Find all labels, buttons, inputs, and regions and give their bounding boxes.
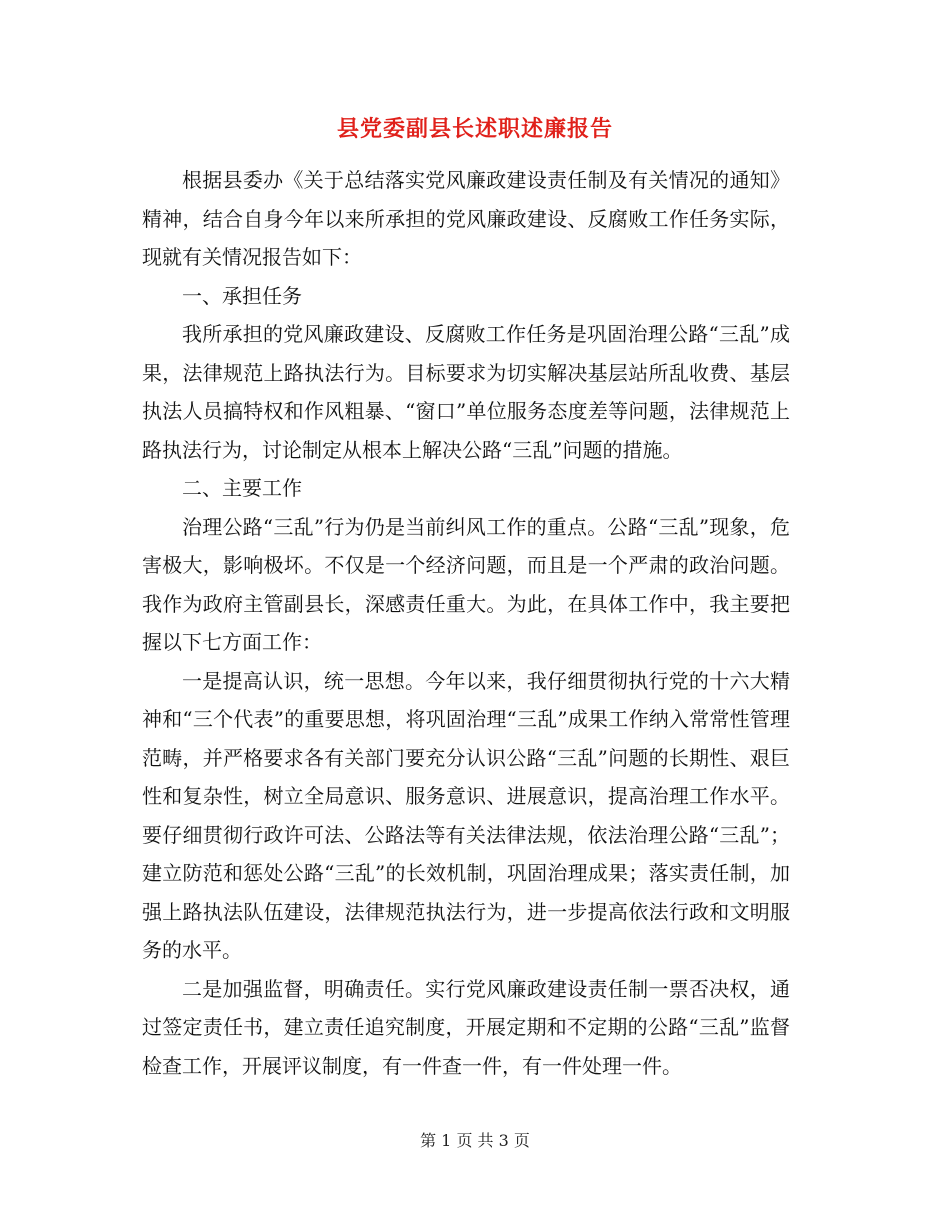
work-item-1-paragraph: 一是提高认识，统一思想。今年以来，我仔细贯彻执行党的十六大精神和“三个代表”的重要思想，将巩固治理“三乱”成果工作纳入常常性管理范畴，并严格要求各有关部门要充分认识公路“三乱”问题的长期性、艰巨性和复杂性，树立全局意识、服务意识、进展意识，提高治理工作水平。要仔细贯彻行政许可法、公路法等有关法律法规，依法治理公路“三乱”；建立防范和惩处公路“三乱”的长效机制，巩固治理成果；落实责任制，加强上路执法队伍建设，法律规范执法行为，进一步提高依法行政和文明服务的水平。 [142,668,790,962]
intro-paragraph: 根据县委办《关于总结落实党风廉政建设责任制及有关情况的通知》精神，结合自身今年以来所承担的党风廉政建设、反腐败工作任务实际，现就有关情况报告如下： [142,168,790,269]
page-footer: 第 1 页 共 3 页 [420,1131,530,1150]
tasks-paragraph: 我所承担的党风廉政建设、反腐败工作任务是巩固治理公路“三乱”成果，法律规范上路执法行为。目标要求为切实解决基层站所乱收费、基层执法人员搞特权和作风粗暴、“窗口”单位服务态度差等问题，法律规范上路执法行为，讨论制定从根本上解决公路“三乱”问题的措施。 [142,322,790,462]
main-work-paragraph: 治理公路“三乱”行为仍是当前纠风工作的重点。公路“三乱”现象，危害极大，影响极坏。不仅是一个经济问题，而且是一个严肃的政治问题。我作为政府主管副县长，深感责任重大。为此，在具体工作中，我主要把握以下七方面工作： [142,514,790,654]
work-item-2-paragraph: 二是加强监督，明确责任。实行党风廉政建设责任制一票否决权，通过签定责任书，建立责任追究制度，开展定期和不定期的公路“三乱”监督检查工作，开展评议制度，有一件查一件，有一件处理一件。 [142,976,790,1078]
document-body [142,161,790,1085]
section-heading-main-work: 二、主要工作 [182,476,302,500]
section-heading-tasks: 一、承担任务 [182,283,302,308]
document-title: 县党委副县长述职述廉报告 [336,116,613,142]
